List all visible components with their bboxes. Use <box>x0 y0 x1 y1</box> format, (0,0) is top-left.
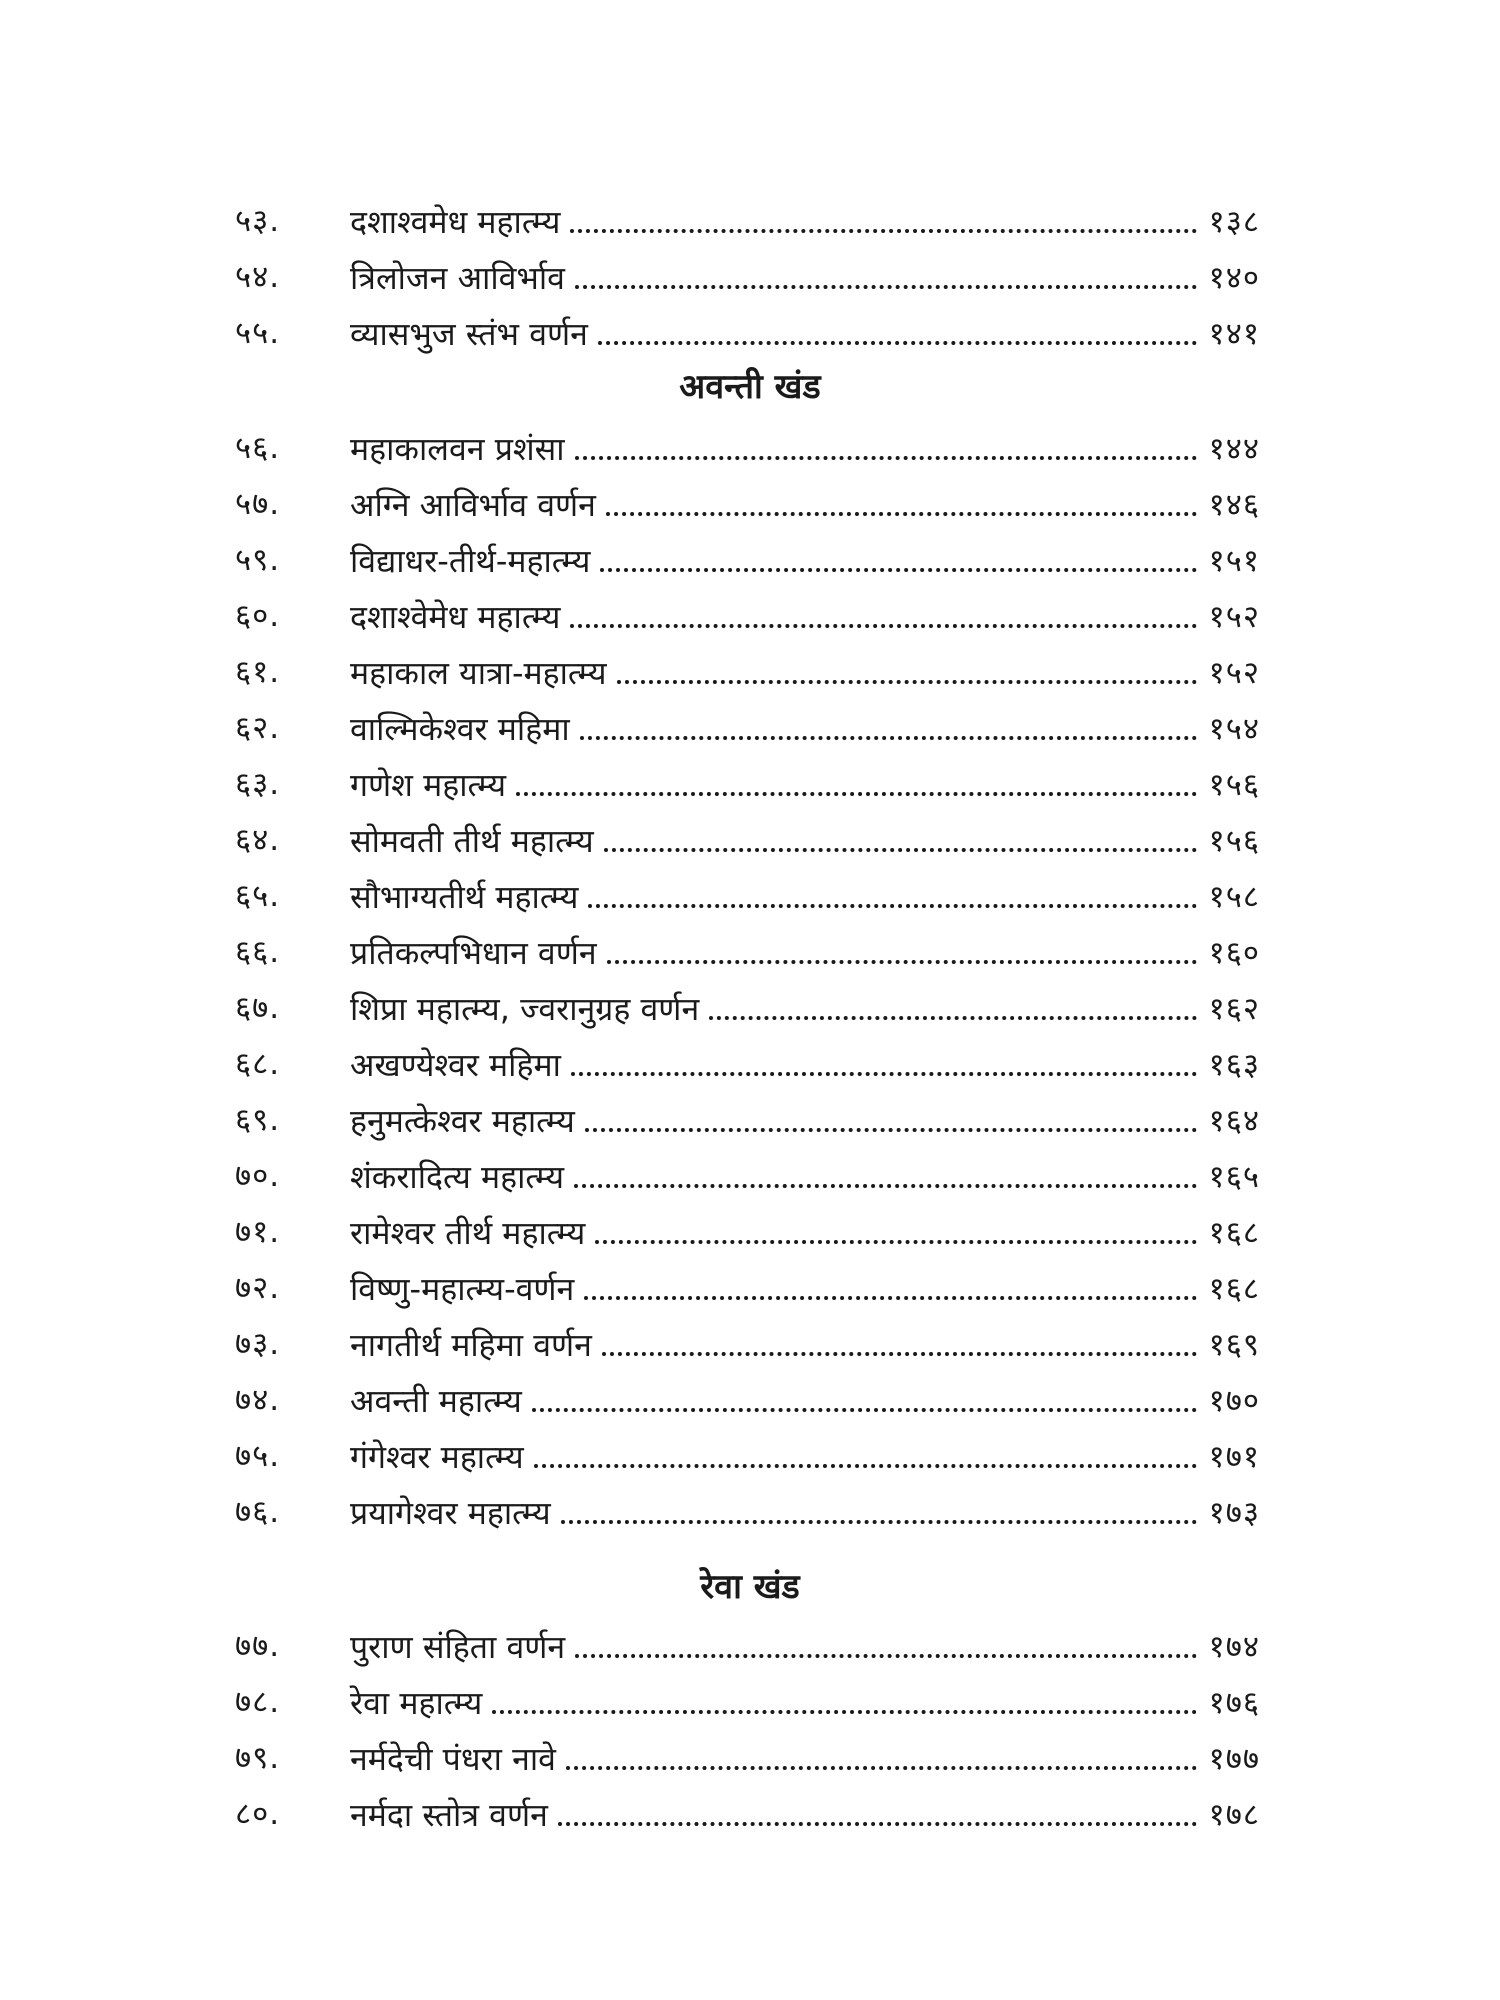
entry-number: ७५. <box>235 1438 281 1474</box>
entry-number: ५९. <box>235 542 281 578</box>
entry-line <box>350 532 1260 588</box>
dot-leader <box>570 228 1196 233</box>
entry-title: शंकरादित्य महात्म्य <box>350 1157 565 1196</box>
entry-page-number: १७० <box>1208 1383 1260 1419</box>
entry-number: ७६. <box>235 1494 281 1530</box>
entry-line <box>350 420 1260 476</box>
entry-page-number: १४६ <box>1208 487 1260 523</box>
dot-leader <box>570 623 1196 628</box>
dot-leader <box>516 791 1197 796</box>
toc-group-1 <box>0 193 1500 361</box>
entry-number: ६३. <box>235 766 281 802</box>
dot-leader <box>532 1407 1197 1412</box>
entry-title: सोमवती तीर्थ महात्म्य <box>350 821 594 860</box>
entry-line <box>350 1148 1260 1204</box>
entry-line <box>350 1372 1260 1428</box>
dot-leader <box>595 1239 1196 1244</box>
entry-number: ७८. <box>235 1684 281 1720</box>
toc-entry <box>0 756 1500 812</box>
toc-entry <box>0 1786 1500 1842</box>
entry-number: ६९. <box>235 1102 281 1138</box>
entry-number: ७३. <box>235 1326 281 1362</box>
entry-page-number: १५४ <box>1208 711 1260 747</box>
entry-number: ५३. <box>235 203 281 239</box>
toc-entry <box>0 532 1500 588</box>
dot-leader <box>585 1127 1197 1132</box>
section-heading-avanti: अवन्ती खंड <box>679 367 821 407</box>
toc-entry <box>0 1372 1500 1428</box>
dot-leader <box>566 1765 1197 1770</box>
entry-title: अवन्ती महात्म्य <box>350 1381 522 1420</box>
toc-entry <box>0 1148 1500 1204</box>
toc-entry <box>0 193 1500 249</box>
entry-line <box>350 249 1260 305</box>
entry-line <box>350 1316 1260 1372</box>
toc-entry <box>0 1674 1500 1730</box>
dot-leader <box>534 1463 1197 1468</box>
entry-number: ७४. <box>235 1382 281 1418</box>
entry-number: ६०. <box>235 598 281 634</box>
toc-entry <box>0 1316 1500 1372</box>
entry-title: गंगेश्वर महात्म्य <box>350 1437 524 1476</box>
dot-leader <box>571 1071 1197 1076</box>
dot-leader <box>588 903 1196 908</box>
entry-number: ७२. <box>235 1270 281 1306</box>
entry-page-number: १५२ <box>1208 655 1260 691</box>
dot-leader <box>574 1183 1197 1188</box>
toc-entry <box>0 1618 1500 1674</box>
entry-line <box>350 980 1260 1036</box>
toc-entry <box>0 1730 1500 1786</box>
entry-line <box>350 476 1260 532</box>
entry-title: दशाश्वमेध महात्म्य <box>350 202 561 241</box>
toc-entry <box>0 249 1500 305</box>
entry-number: ६४. <box>235 822 281 858</box>
entry-page-number: १५१ <box>1208 543 1260 579</box>
entry-number: ७७. <box>235 1628 281 1664</box>
section-heading-reva: रेवा खंड <box>700 1567 800 1607</box>
entry-line <box>350 1674 1260 1730</box>
toc-entry <box>0 1204 1500 1260</box>
dot-leader <box>607 959 1197 964</box>
entry-title: नर्मदा स्तोत्र वर्णन <box>350 1795 548 1834</box>
entry-title: व्यासभुज स्तंभ वर्णन <box>350 314 588 353</box>
toc-group-3 <box>0 1618 1500 1842</box>
dot-leader <box>709 1015 1196 1020</box>
entry-page-number: १६२ <box>1208 991 1260 1027</box>
entry-page-number: १६० <box>1208 935 1260 971</box>
dot-leader <box>604 847 1197 852</box>
entry-title: अग्नि आविर्भाव वर्णन <box>350 485 596 524</box>
entry-title: अखण्येश्वर महिमा <box>350 1045 561 1084</box>
entry-line <box>350 1036 1260 1092</box>
entry-title: नागतीर्थ महिमा वर्णन <box>350 1325 592 1364</box>
entry-line <box>350 868 1260 924</box>
entry-page-number: १६८ <box>1208 1215 1260 1251</box>
entry-title: गणेश महात्म्य <box>350 765 507 804</box>
toc-entry <box>0 305 1500 361</box>
entry-number: ५४. <box>235 259 281 295</box>
entry-page-number: १७६ <box>1208 1685 1260 1721</box>
entry-title: शिप्रा महात्म्य, ज्वरानुग्रह वर्णन <box>350 989 700 1028</box>
toc-entry <box>0 588 1500 644</box>
entry-page-number: १७३ <box>1208 1495 1260 1531</box>
dot-leader <box>492 1709 1196 1714</box>
entry-line <box>350 1484 1260 1540</box>
entry-page-number: १४१ <box>1208 316 1260 352</box>
entry-page-number: १६३ <box>1208 1047 1260 1083</box>
entry-number: ५७. <box>235 486 281 522</box>
entry-number: ५६. <box>235 430 281 466</box>
entry-number: ६२. <box>235 710 281 746</box>
dot-leader <box>606 511 1197 516</box>
entry-number: ६१. <box>235 654 281 690</box>
entry-line <box>350 1618 1260 1674</box>
entry-number: ६६. <box>235 934 281 970</box>
entry-page-number: १७८ <box>1208 1797 1260 1833</box>
entry-title: दशाश्वेमेध महात्म्य <box>350 597 561 636</box>
toc-entry <box>0 1260 1500 1316</box>
dot-leader <box>575 1653 1196 1658</box>
entry-page-number: १४४ <box>1208 431 1260 467</box>
entry-page-number: १६५ <box>1208 1159 1260 1195</box>
toc-entry <box>0 700 1500 756</box>
entry-number: ८०. <box>235 1796 281 1832</box>
entry-title: महाकालवन प्रशंसा <box>350 429 565 468</box>
entry-number: ६८. <box>235 1046 281 1082</box>
entry-line <box>350 924 1260 980</box>
entry-line <box>350 1786 1260 1842</box>
entry-title: त्रिलोजन आविर्भाव <box>350 258 565 297</box>
dot-leader <box>600 567 1196 572</box>
entry-title: सौभाग्यतीर्थ महात्म्य <box>350 877 579 916</box>
entry-line <box>350 1730 1260 1786</box>
entry-page-number: १७१ <box>1208 1439 1260 1475</box>
entry-line <box>350 812 1260 868</box>
entry-title: वाल्मिकेश्वर महिमा <box>350 709 570 748</box>
entry-page-number: १७७ <box>1208 1741 1260 1777</box>
entry-number: ६७. <box>235 990 281 1026</box>
entry-page-number: १५८ <box>1208 879 1260 915</box>
dot-leader <box>617 679 1197 684</box>
entry-line <box>350 1428 1260 1484</box>
entry-line <box>350 193 1260 249</box>
toc-group-2 <box>0 420 1500 1540</box>
entry-line <box>350 644 1260 700</box>
toc-entry <box>0 980 1500 1036</box>
toc-entry <box>0 1428 1500 1484</box>
entry-line <box>350 588 1260 644</box>
entry-line <box>350 305 1260 361</box>
dot-leader <box>584 1295 1196 1300</box>
toc-entry <box>0 812 1500 868</box>
toc-entry <box>0 1036 1500 1092</box>
entry-number: ५५. <box>235 315 281 351</box>
dot-leader <box>561 1519 1197 1524</box>
toc-entry <box>0 644 1500 700</box>
entry-title: प्रयागेश्वर महात्म्य <box>350 1493 551 1532</box>
entry-line <box>350 1260 1260 1316</box>
entry-title: महाकाल यात्रा-महात्म्य <box>350 653 607 692</box>
entry-page-number: १६९ <box>1208 1327 1260 1363</box>
entry-page-number: १४० <box>1208 260 1260 296</box>
entry-page-number: १६४ <box>1208 1103 1260 1139</box>
entry-title: रेवा महात्म्य <box>350 1683 483 1722</box>
dot-leader <box>575 284 1197 289</box>
toc-entry <box>0 1092 1500 1148</box>
entry-number: ७०. <box>235 1158 281 1194</box>
dot-leader <box>602 1351 1197 1356</box>
entry-title: विद्याधर-तीर्थ-महात्म्य <box>350 541 591 580</box>
entry-page-number: १६८ <box>1208 1271 1260 1307</box>
entry-page-number: १७४ <box>1208 1629 1260 1665</box>
entry-page-number: १५६ <box>1208 823 1260 859</box>
dot-leader <box>575 455 1197 460</box>
dot-leader <box>558 1821 1197 1826</box>
entry-title: प्रतिकल्पभिधान वर्णन <box>350 933 597 972</box>
entry-title: नर्मदेची पंधरा नावे <box>350 1739 556 1778</box>
entry-page-number: १३८ <box>1208 204 1260 240</box>
entry-title: विष्णु-महात्म्य-वर्णन <box>350 1269 575 1308</box>
entry-line <box>350 1204 1260 1260</box>
dot-leader <box>580 735 1197 740</box>
entry-page-number: १५२ <box>1208 599 1260 635</box>
entry-line <box>350 1092 1260 1148</box>
entry-number: ७९. <box>235 1740 281 1776</box>
entry-title: हनुमत्केश्वर महात्म्य <box>350 1101 575 1140</box>
entry-title: पुराण संहिता वर्णन <box>350 1627 566 1666</box>
entry-title: रामेश्वर तीर्थ महात्म्य <box>350 1213 586 1252</box>
entry-number: ६५. <box>235 878 281 914</box>
toc-entry <box>0 868 1500 924</box>
dot-leader <box>598 340 1197 345</box>
entry-line <box>350 700 1260 756</box>
toc-entry <box>0 476 1500 532</box>
toc-entry <box>0 924 1500 980</box>
entry-line <box>350 756 1260 812</box>
toc-entry <box>0 420 1500 476</box>
toc-entry <box>0 1484 1500 1540</box>
entry-page-number: १५६ <box>1208 767 1260 803</box>
entry-number: ७१. <box>235 1214 281 1250</box>
